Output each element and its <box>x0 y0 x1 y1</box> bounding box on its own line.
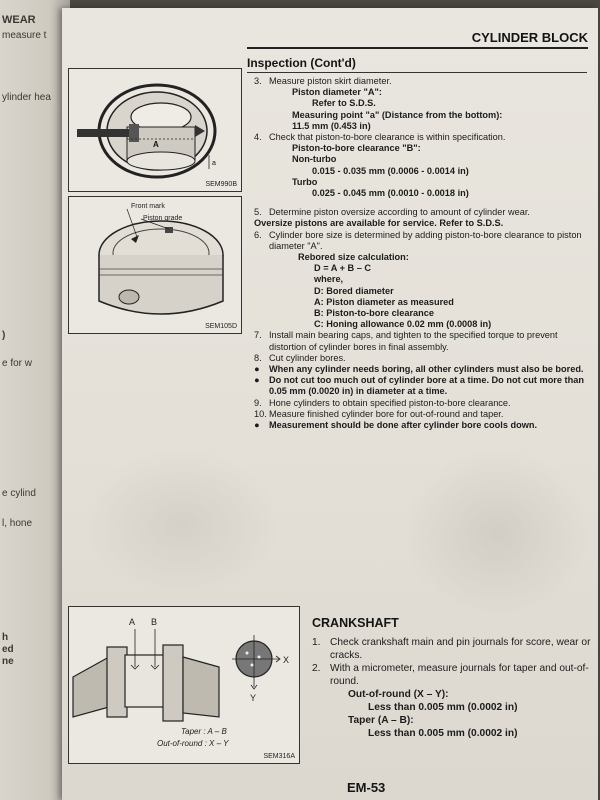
spec-label: Taper (A – B): <box>348 715 414 726</box>
page-header: CYLINDER BLOCK <box>247 30 588 49</box>
bullet-icon: ● <box>254 420 260 431</box>
fig3-label-a: A <box>129 617 136 627</box>
left-fragment: h <box>2 632 9 643</box>
step-5 <box>254 207 589 218</box>
formula-label: Rebored size calculation: <box>298 252 409 263</box>
formula-term: D: Bored diameter <box>314 285 394 296</box>
spec-value: 0.015 - 0.035 mm (0.0006 - 0.0014 in) <box>312 165 469 176</box>
fig1-label-small-a: a <box>212 160 216 167</box>
step-text: Measure piston skirt diameter. <box>269 76 392 86</box>
figure-code: SEM105D <box>205 323 237 330</box>
bullet-text: Do not cut too much out of cylinder bore at a time. Do not cut more than 0.05 mm (0.0020 in) in diameter at a time. <box>269 375 584 397</box>
bullet-text: When any cylinder needs boring, all other cylinders must also be bored. <box>269 364 584 375</box>
crank-step-1 <box>312 636 592 662</box>
page-number: EM-53 <box>347 780 386 795</box>
formula-where: where, <box>314 274 344 285</box>
fig3-label-y: Y <box>250 693 257 703</box>
step-text: Check crankshaft main and pin journals for score, wear or cracks. <box>330 637 591 661</box>
spec-value: Less than 0.005 mm (0.0002 in) <box>368 702 518 713</box>
left-page-edge <box>0 0 70 800</box>
bullet-note <box>254 375 589 397</box>
figure-code: SEM316A <box>263 753 295 760</box>
step-3 <box>254 76 589 87</box>
step-text: With a micrometer, measure journals for taper and out-of-round. <box>330 663 589 687</box>
crankshaft-title: CRANKSHAFT <box>312 616 399 630</box>
left-fragment: ylinder hea <box>2 92 51 103</box>
bullet-icon: ● <box>254 364 260 375</box>
figure-piston-measure <box>68 68 242 192</box>
left-fragment: WEAR <box>2 14 36 26</box>
step-4 <box>254 132 589 143</box>
fig2-piston-grade-label: Piston grade <box>143 215 183 222</box>
bullet-note <box>254 420 589 431</box>
step-number: 7. <box>254 330 262 341</box>
piston-micrometer-illustration <box>69 69 241 191</box>
section-divider <box>247 72 587 73</box>
section-title: Inspection (Cont'd) <box>247 56 356 70</box>
spec-value: Refer to S.D.S. <box>312 98 376 109</box>
bullet-text: Measurement should be done after cylinder bore cools down. <box>269 420 538 431</box>
formula-term: A: Piston diameter as measured <box>314 296 454 307</box>
step-number: 2. <box>312 663 321 674</box>
left-fragment: e for w <box>2 358 33 369</box>
fig3-taper: Taper : A – B <box>181 727 227 736</box>
fig3-label-x: X <box>283 655 290 665</box>
bullet-icon: ● <box>254 375 260 386</box>
spec-value: Less than 0.005 mm (0.0002 in) <box>368 728 518 739</box>
step-6 <box>254 230 589 252</box>
figure-piston-grade <box>68 196 242 334</box>
step-7 <box>254 330 589 352</box>
step-number: 8. <box>254 352 262 363</box>
bleed-through-shadow <box>82 448 282 598</box>
spec-label: Piston diameter "A": <box>292 87 382 98</box>
spec-value: 0.025 - 0.045 mm (0.0010 - 0.0018 in) <box>312 188 469 199</box>
step-number: 10. <box>254 408 267 419</box>
left-fragment: ) <box>2 330 6 341</box>
spec-sublabel: Turbo <box>292 176 318 187</box>
step-number: 1. <box>312 637 321 648</box>
left-fragment: l, hone <box>2 518 33 529</box>
step-number: 6. <box>254 229 262 240</box>
figure-crankshaft <box>68 606 300 764</box>
manual-page <box>62 8 598 800</box>
step-text: Cylinder bore size is determined by adding piston-to-bore clearance to piston diameter "A". <box>269 229 582 251</box>
step-8 <box>254 353 589 364</box>
spec-value: 11.5 mm (0.453 in) <box>292 120 371 131</box>
step-text: Check that piston-to-bore clearance is within specification. <box>269 132 506 143</box>
fig3-label-b: B <box>151 617 158 627</box>
fig2-front-mark-label: Front mark <box>131 203 165 210</box>
step-text: Cut cylinder bores. <box>269 352 346 363</box>
formula-term: B: Piston-to-bore clearance <box>314 308 434 319</box>
left-fragment: ne <box>2 656 14 667</box>
crank-step-2 <box>312 662 592 688</box>
step-text: Determine piston oversize according to amount of cylinder wear. <box>269 207 530 218</box>
spec-sublabel: Non-turbo <box>292 154 337 165</box>
fig3-out-of-round: Out-of-round : X – Y <box>157 739 229 748</box>
step-9 <box>254 398 589 409</box>
left-fragment: ed <box>2 644 14 655</box>
fig1-label-a: A <box>153 140 159 149</box>
left-fragment: measure t <box>2 30 47 41</box>
step-number: 9. <box>254 397 262 408</box>
spec-label: Measuring point "a" (Distance from the bottom): <box>292 109 503 120</box>
spec-label: Piston-to-bore clearance "B": <box>292 143 421 154</box>
step-number: 5. <box>254 207 262 218</box>
step-10 <box>254 409 589 420</box>
left-fragment: e cylind <box>2 488 36 499</box>
step-text: Measure finished cylinder bore for out-of-round and taper. <box>269 408 504 419</box>
crankshaft-steps <box>312 636 592 740</box>
formula-term: C: Honing allowance 0.02 mm (0.0008 in) <box>314 319 492 330</box>
formula: D = A + B – C <box>314 263 372 274</box>
inspection-steps <box>254 76 589 431</box>
step-text: Install main bearing caps, and tighten to the specified torque to prevent distortion of cylinder bores in final assembly. <box>269 330 558 352</box>
spec-label: Out-of-round (X – Y): <box>348 689 449 700</box>
bleed-through-shadow <box>402 448 592 618</box>
step-number: 4. <box>254 132 262 143</box>
bullet-note <box>254 364 589 375</box>
figure-code: SEM990B <box>205 181 237 188</box>
oversize-note: Oversize pistons are available for service. Refer to S.D.S. <box>254 218 504 229</box>
step-text: Hone cylinders to obtain specified piston-to-bore clearance. <box>269 397 511 408</box>
step-number: 3. <box>254 76 262 86</box>
